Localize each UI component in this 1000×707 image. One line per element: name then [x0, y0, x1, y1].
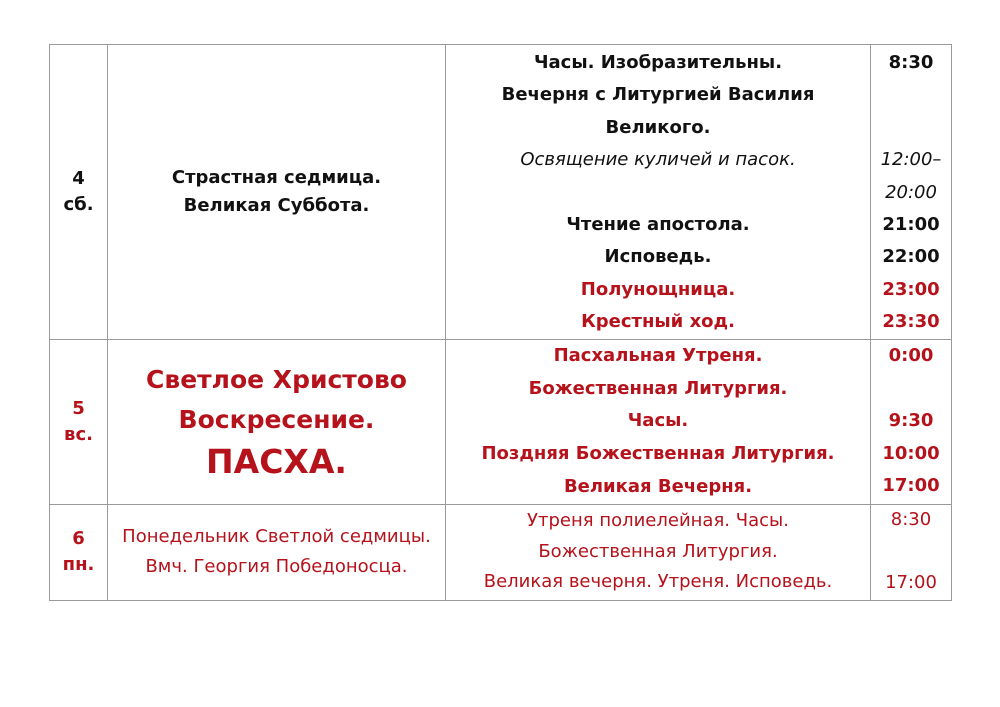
time-value: 8:30	[888, 52, 934, 73]
time-value	[871, 79, 951, 111]
day-cell	[50, 339, 108, 504]
times-cell	[871, 45, 952, 340]
day-cell	[50, 504, 108, 600]
time-value	[871, 112, 951, 144]
service-line: Вечерня с Литургией Василия	[501, 84, 815, 106]
services-cell	[446, 339, 871, 504]
time-value: 23:30	[882, 311, 940, 333]
feast-cell	[108, 339, 446, 504]
times-cell	[871, 504, 952, 600]
service-line: Пасхальная Утреня.	[553, 345, 763, 367]
day-weekday: пн.	[62, 554, 95, 576]
service-line	[446, 177, 870, 209]
time-value: 10:00	[882, 442, 940, 464]
feast-title: ПАСХА.	[206, 441, 347, 481]
service-line: Великая Вечерня.	[563, 475, 753, 497]
service-line: Полунощница.	[580, 278, 736, 300]
time-value: 17:00	[885, 572, 937, 594]
feast-line: Вмч. Георгия Победоносца.	[145, 556, 408, 578]
day-number: 5	[72, 397, 85, 419]
service-line: Освящение куличей и пасок.	[520, 149, 796, 171]
services-cell	[446, 504, 871, 600]
table-row	[50, 339, 952, 504]
service-line: Часы.	[627, 410, 689, 432]
service-line: Поздняя Божественная Литургия.	[481, 442, 835, 464]
feast-cell	[108, 504, 446, 600]
day-weekday: сб.	[63, 193, 94, 215]
service-line: Великого.	[605, 116, 711, 138]
service-line: Крестный ход.	[581, 311, 735, 333]
table-row	[50, 504, 952, 600]
times-cell	[871, 339, 952, 504]
feast-line: Страстная седмица.	[171, 166, 382, 188]
time-value: 0:00	[888, 345, 934, 367]
feast-line: Воскресение.	[178, 404, 375, 434]
time-value	[871, 536, 951, 568]
service-line: Утреня полиелейная. Часы.	[527, 510, 789, 532]
time-value	[871, 373, 951, 405]
time-value: 20:00	[885, 181, 937, 203]
time-value: 22:00	[882, 246, 940, 268]
service-line: Божественная Литургия.	[528, 377, 788, 399]
time-value: 21:00	[882, 214, 940, 235]
time-value: 9:30	[888, 410, 934, 432]
feast-cell	[108, 45, 446, 340]
feast-line: Понедельник Светлой седмицы.	[122, 526, 431, 548]
service-line: Чтение апостола.	[566, 214, 750, 236]
service-line: Божественная Литургия.	[538, 540, 778, 562]
service-line: Часы. Изобразительны.	[533, 52, 783, 73]
feast-line: Светлое Христово	[146, 364, 407, 394]
service-line: Великая вечерня. Утреня. Исповедь.	[483, 571, 833, 593]
time-value: 12:00–	[880, 149, 942, 171]
services-cell	[446, 45, 871, 340]
day-weekday: вс.	[64, 423, 93, 445]
day-cell	[50, 45, 108, 340]
service-line: Исповедь.	[604, 246, 712, 268]
day-number: 4	[72, 167, 85, 189]
time-value: 8:30	[890, 509, 932, 531]
time-value: 23:00	[882, 278, 940, 300]
day-number: 6	[72, 528, 85, 550]
table-row	[50, 45, 952, 340]
time-value: 17:00	[882, 475, 940, 497]
feast-line: Великая Суббота.	[183, 194, 370, 216]
schedule-table	[49, 44, 952, 601]
